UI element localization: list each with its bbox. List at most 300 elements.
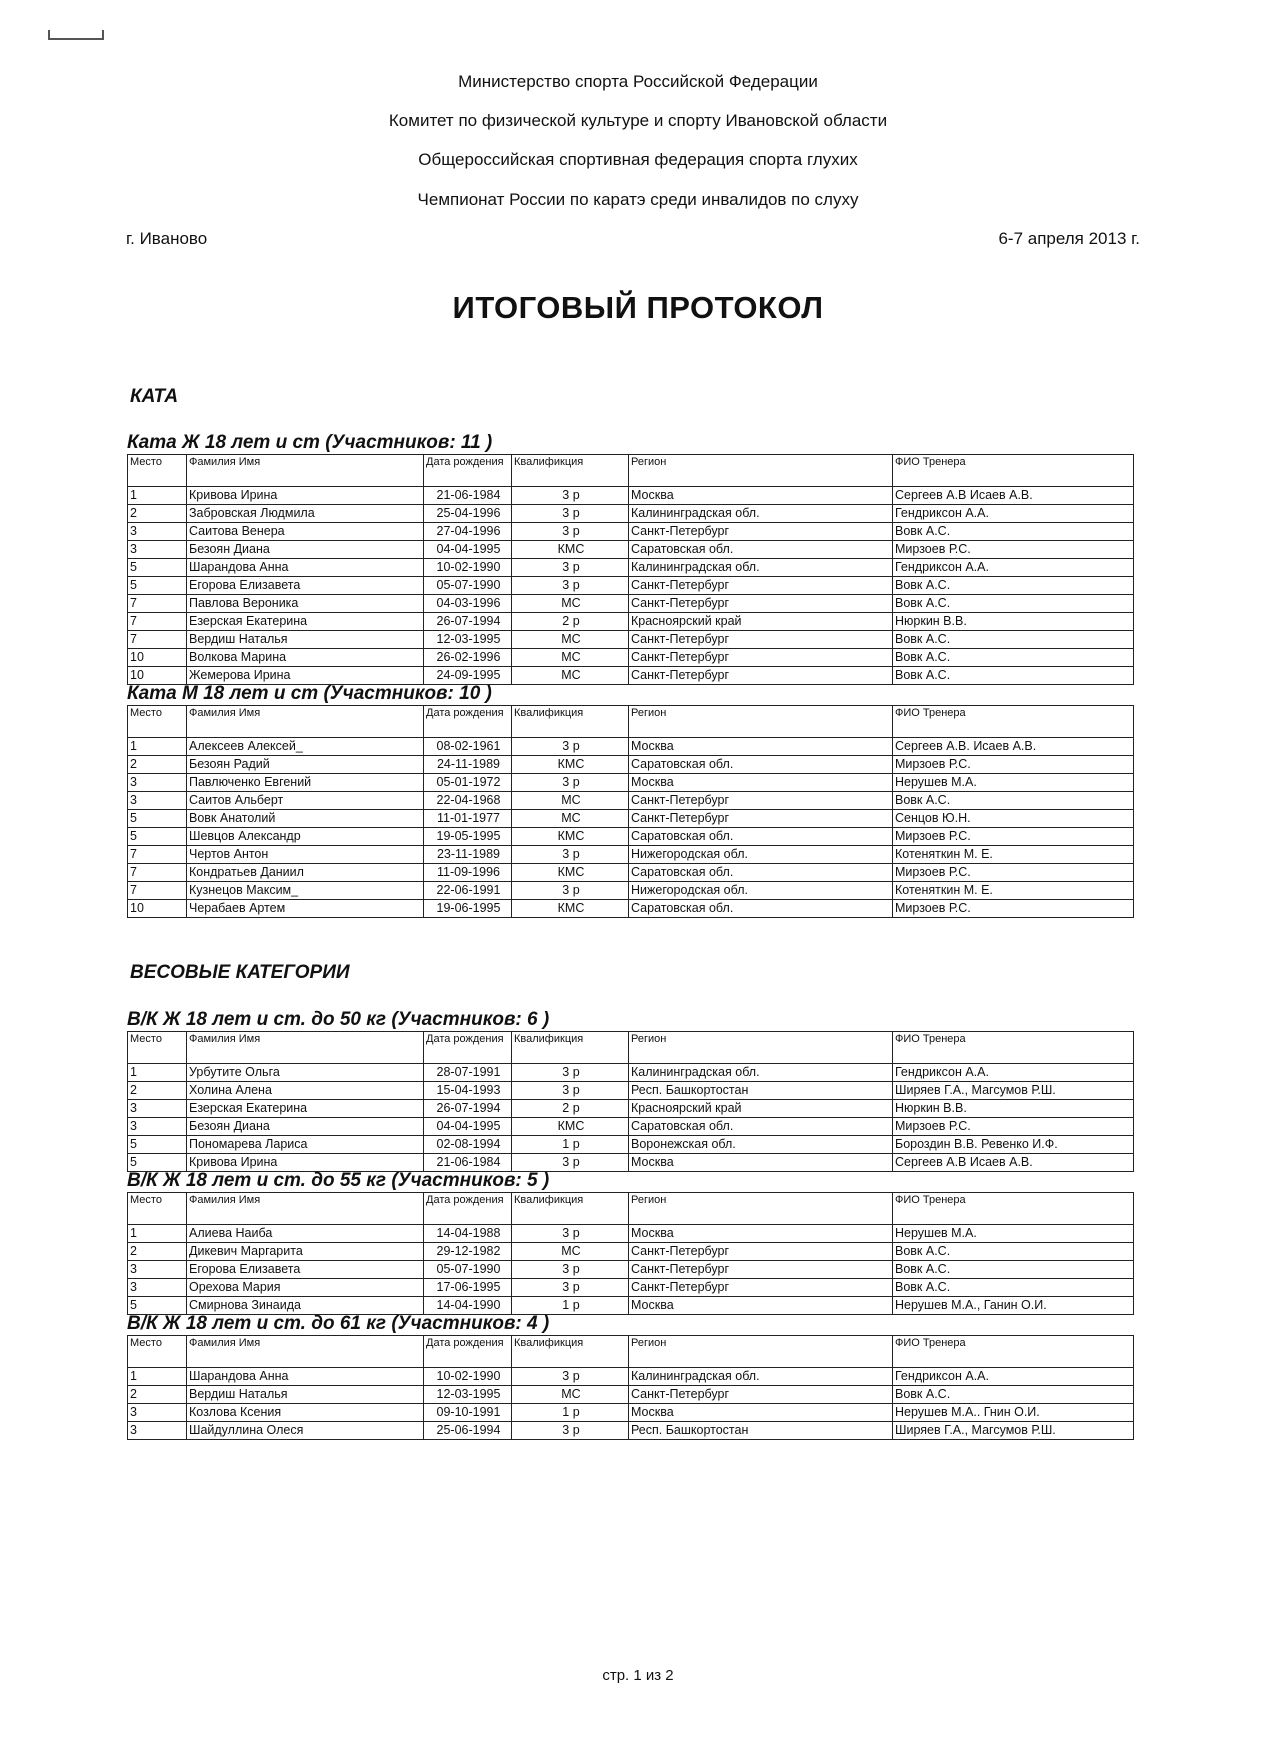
table-row	[128, 667, 1134, 685]
column-header-place: Место	[128, 1336, 187, 1368]
cell-qual: МС	[512, 810, 629, 828]
cell-birth: 24-09-1995	[424, 667, 512, 685]
cell-name: Безоян Радий	[187, 756, 424, 774]
table-row	[128, 577, 1134, 595]
cell-qual: 3 р	[512, 487, 629, 505]
cell-place: 3	[128, 1404, 187, 1422]
results-block	[127, 1170, 1133, 1315]
cell-birth: 22-06-1991	[424, 882, 512, 900]
cell-birth: 25-06-1994	[424, 1422, 512, 1440]
cell-place: 5	[128, 828, 187, 846]
cell-region: Нижегородская обл.	[629, 882, 893, 900]
cell-birth: 11-01-1977	[424, 810, 512, 828]
results-block	[127, 432, 1133, 685]
table-row	[128, 864, 1134, 882]
cell-coach: Сергеев А.В Исаев А.В.	[893, 1154, 1134, 1172]
table-row	[128, 756, 1134, 774]
cell-birth: 15-04-1993	[424, 1082, 512, 1100]
cell-place: 3	[128, 523, 187, 541]
cell-coach: Вовк А.С.	[893, 1261, 1134, 1279]
cell-name: Егорова Елизавета	[187, 577, 424, 595]
cell-region: Респ. Башкортостан	[629, 1422, 893, 1440]
header-championship: Чемпионат России по каратэ среди инвалидов по слуху	[417, 190, 859, 209]
cell-place: 3	[128, 1261, 187, 1279]
cell-qual: МС	[512, 595, 629, 613]
cell-name: Черабаев Артем	[187, 900, 424, 918]
cell-name: Павлова Вероника	[187, 595, 424, 613]
cell-qual: КМС	[512, 756, 629, 774]
column-header-coach: ФИО Тренера	[893, 1336, 1134, 1368]
cell-coach: Вовк А.С.	[893, 523, 1134, 541]
column-header-birth: Дата рождения	[424, 706, 512, 738]
cell-birth: 19-05-1995	[424, 828, 512, 846]
cell-birth: 26-02-1996	[424, 649, 512, 667]
column-header-birth: Дата рождения	[424, 1193, 512, 1225]
cell-name: Кондратьев Даниил	[187, 864, 424, 882]
cell-place: 3	[128, 1422, 187, 1440]
cell-region: Москва	[629, 774, 893, 792]
cell-birth: 14-04-1988	[424, 1225, 512, 1243]
table-row	[128, 505, 1134, 523]
column-header-name: Фамилия Имя	[187, 455, 424, 487]
table-row	[128, 1082, 1134, 1100]
cell-coach: Гендриксон А.А.	[893, 1064, 1134, 1082]
cell-region: Санкт-Петербург	[629, 667, 893, 685]
cell-region: Санкт-Петербург	[629, 1261, 893, 1279]
header-federation: Общероссийская спортивная федерация спорта глухих	[418, 150, 858, 169]
cell-qual: КМС	[512, 864, 629, 882]
cell-name: Езерская Екатерина	[187, 1100, 424, 1118]
table-row	[128, 1279, 1134, 1297]
cell-place: 5	[128, 1297, 187, 1315]
cell-qual: КМС	[512, 541, 629, 559]
cell-coach: Вовк А.С.	[893, 631, 1134, 649]
cell-qual: МС	[512, 1386, 629, 1404]
cell-birth: 08-02-1961	[424, 738, 512, 756]
cell-name: Шарандова Анна	[187, 1368, 424, 1386]
column-header-place: Место	[128, 455, 187, 487]
cell-name: Козлова Ксения	[187, 1404, 424, 1422]
table-row	[128, 738, 1134, 756]
cell-place: 3	[128, 1279, 187, 1297]
cell-name: Вердиш Наталья	[187, 1386, 424, 1404]
cell-coach: Вовк А.С.	[893, 1279, 1134, 1297]
table-row	[128, 1100, 1134, 1118]
column-header-name: Фамилия Имя	[187, 1193, 424, 1225]
cell-place: 2	[128, 756, 187, 774]
cell-qual: 3 р	[512, 1368, 629, 1386]
cell-place: 2	[128, 505, 187, 523]
results-table	[127, 1335, 1134, 1440]
cell-place: 1	[128, 1368, 187, 1386]
cell-name: Кривова Ирина	[187, 487, 424, 505]
cell-birth: 11-09-1996	[424, 864, 512, 882]
cell-birth: 25-04-1996	[424, 505, 512, 523]
cell-coach: Вовк А.С.	[893, 792, 1134, 810]
cell-qual: 1 р	[512, 1297, 629, 1315]
table-row	[128, 792, 1134, 810]
cell-region: Москва	[629, 1225, 893, 1243]
cell-birth: 10-02-1990	[424, 559, 512, 577]
header-ministry: Министерство спорта Российской Федерации	[458, 72, 818, 91]
cell-place: 1	[128, 738, 187, 756]
cell-name: Егорова Елизавета	[187, 1261, 424, 1279]
cell-coach: Мирзоев Р.С.	[893, 864, 1134, 882]
cell-name: Кузнецов Максим_	[187, 882, 424, 900]
cell-place: 3	[128, 774, 187, 792]
cell-coach: Гендриксон А.А.	[893, 1368, 1134, 1386]
cell-coach: Котеняткин М. Е.	[893, 846, 1134, 864]
column-header-qual: Квалификция	[512, 455, 629, 487]
column-header-region: Регион	[629, 706, 893, 738]
results-table	[127, 454, 1134, 685]
header-city: г. Иваново	[126, 229, 208, 248]
cell-coach: Бороздин В.В. Ревенко И.Ф.	[893, 1136, 1134, 1154]
table-row	[128, 900, 1134, 918]
table-row	[128, 649, 1134, 667]
cell-qual: КМС	[512, 900, 629, 918]
cell-qual: 3 р	[512, 1279, 629, 1297]
header-row	[128, 1032, 1134, 1064]
cell-coach: Ширяев Г.А., Магсумов Р.Ш.	[893, 1422, 1134, 1440]
cell-coach: Нерушев М.А., Ганин О.И.	[893, 1297, 1134, 1315]
cell-qual: 1 р	[512, 1136, 629, 1154]
cell-place: 7	[128, 613, 187, 631]
cell-qual: МС	[512, 631, 629, 649]
cell-coach: Нюркин В.В.	[893, 1100, 1134, 1118]
cell-name: Шевцов Александр	[187, 828, 424, 846]
cell-name: Пономарева Лариса	[187, 1136, 424, 1154]
cell-region: Калининградская обл.	[629, 505, 893, 523]
cell-region: Санкт-Петербург	[629, 1386, 893, 1404]
cell-place: 3	[128, 1118, 187, 1136]
cell-name: Безоян Диана	[187, 541, 424, 559]
cell-name: Холина Алена	[187, 1082, 424, 1100]
section-kata: КАТА	[130, 386, 179, 407]
cell-coach: Вовк А.С.	[893, 577, 1134, 595]
cell-qual: 3 р	[512, 774, 629, 792]
cell-name: Дикевич Маргарита	[187, 1243, 424, 1261]
cell-coach: Вовк А.С.	[893, 649, 1134, 667]
cell-region: Санкт-Петербург	[629, 1279, 893, 1297]
table-row	[128, 1225, 1134, 1243]
column-header-name: Фамилия Имя	[187, 706, 424, 738]
cell-coach: Вовк А.С.	[893, 1386, 1134, 1404]
table-row	[128, 631, 1134, 649]
table-row	[128, 1368, 1134, 1386]
cell-region: Санкт-Петербург	[629, 577, 893, 595]
cell-place: 7	[128, 846, 187, 864]
cell-birth: 26-07-1994	[424, 1100, 512, 1118]
cell-qual: МС	[512, 649, 629, 667]
cell-qual: 3 р	[512, 523, 629, 541]
category-title: В/К Ж 18 лет и ст. до 50 кг (Участников: 6 )	[127, 1009, 550, 1030]
header-row	[128, 706, 1134, 738]
cell-qual: 3 р	[512, 1154, 629, 1172]
cell-place: 10	[128, 667, 187, 685]
table-row	[128, 1386, 1134, 1404]
cell-name: Саитов Альберт	[187, 792, 424, 810]
cell-region: Москва	[629, 1297, 893, 1315]
cell-qual: 3 р	[512, 1422, 629, 1440]
cell-qual: КМС	[512, 1118, 629, 1136]
cell-region: Саратовская обл.	[629, 756, 893, 774]
column-header-region: Регион	[629, 1336, 893, 1368]
column-header-qual: Квалификция	[512, 1193, 629, 1225]
table-row	[128, 1422, 1134, 1440]
cell-birth: 05-01-1972	[424, 774, 512, 792]
table-row	[128, 595, 1134, 613]
cell-place: 5	[128, 1154, 187, 1172]
cell-name: Алиева Наиба	[187, 1225, 424, 1243]
cell-name: Павлюченко Евгений	[187, 774, 424, 792]
cell-region: Саратовская обл.	[629, 828, 893, 846]
cell-region: Санкт-Петербург	[629, 1243, 893, 1261]
cell-region: Саратовская обл.	[629, 541, 893, 559]
header-row	[128, 1193, 1134, 1225]
category-title: Ката М 18 лет и ст (Участников: 10 )	[127, 683, 492, 704]
cell-coach: Нерушев М.А.	[893, 1225, 1134, 1243]
cell-region: Красноярский край	[629, 1100, 893, 1118]
cell-coach: Мирзоев Р.С.	[893, 541, 1134, 559]
results-block	[127, 1009, 1133, 1172]
column-header-birth: Дата рождения	[424, 1336, 512, 1368]
cell-birth: 09-10-1991	[424, 1404, 512, 1422]
cell-region: Москва	[629, 1404, 893, 1422]
header-row	[128, 1336, 1134, 1368]
cell-birth: 02-08-1994	[424, 1136, 512, 1154]
cell-coach: Нерушев М.А.	[893, 774, 1134, 792]
cell-name: Безоян Диана	[187, 1118, 424, 1136]
category-title: Ката Ж 18 лет и ст (Участников: 11 )	[127, 432, 493, 453]
cell-region: Санкт-Петербург	[629, 649, 893, 667]
results-table	[127, 1031, 1134, 1172]
cell-coach: Сергеев А.В. Исаев А.В.	[893, 738, 1134, 756]
cell-region: Санкт-Петербург	[629, 810, 893, 828]
cell-place: 5	[128, 577, 187, 595]
cell-coach: Ширяев Г.А., Магсумов Р.Ш.	[893, 1082, 1134, 1100]
cell-place: 2	[128, 1082, 187, 1100]
cell-birth: 04-03-1996	[424, 595, 512, 613]
cell-birth: 05-07-1990	[424, 577, 512, 595]
column-header-region: Регион	[629, 1032, 893, 1064]
cell-region: Санкт-Петербург	[629, 595, 893, 613]
page-number: стр. 1 из 2	[602, 1667, 674, 1684]
cell-birth: 23-11-1989	[424, 846, 512, 864]
cell-coach: Котеняткин М. Е.	[893, 882, 1134, 900]
cell-coach: Сенцов Ю.Н.	[893, 810, 1134, 828]
column-header-coach: ФИО Тренера	[893, 1193, 1134, 1225]
cell-place: 7	[128, 882, 187, 900]
column-header-place: Место	[128, 1193, 187, 1225]
table-row	[128, 1136, 1134, 1154]
cell-qual: 3 р	[512, 505, 629, 523]
cell-coach: Мирзоев Р.С.	[893, 900, 1134, 918]
cell-name: Жемерова Ирина	[187, 667, 424, 685]
cell-coach: Сергеев А.В Исаев А.В.	[893, 487, 1134, 505]
table-row	[128, 541, 1134, 559]
column-header-birth: Дата рождения	[424, 1032, 512, 1064]
cell-place: 1	[128, 1064, 187, 1082]
table-row	[128, 828, 1134, 846]
cell-birth: 12-03-1995	[424, 1386, 512, 1404]
cell-region: Санкт-Петербург	[629, 792, 893, 810]
table-row	[128, 1261, 1134, 1279]
table-row	[128, 774, 1134, 792]
cell-region: Москва	[629, 738, 893, 756]
column-header-coach: ФИО Тренера	[893, 1032, 1134, 1064]
cell-birth: 21-06-1984	[424, 1154, 512, 1172]
cell-region: Москва	[629, 1154, 893, 1172]
cell-coach: Мирзоев Р.С.	[893, 756, 1134, 774]
cell-place: 5	[128, 810, 187, 828]
category-title: В/К Ж 18 лет и ст. до 61 кг (Участников: 4 )	[127, 1313, 550, 1334]
cell-birth: 24-11-1989	[424, 756, 512, 774]
cell-qual: 3 р	[512, 577, 629, 595]
cell-qual: 2 р	[512, 613, 629, 631]
cell-place: 2	[128, 1386, 187, 1404]
table-row	[128, 559, 1134, 577]
cell-name: Орехова Мария	[187, 1279, 424, 1297]
cell-region: Санкт-Петербург	[629, 631, 893, 649]
column-header-place: Место	[128, 706, 187, 738]
cell-qual: 3 р	[512, 738, 629, 756]
table-row	[128, 810, 1134, 828]
cell-coach: Гендриксон А.А.	[893, 559, 1134, 577]
cell-qual: 2 р	[512, 1100, 629, 1118]
cell-name: Езерская Екатерина	[187, 613, 424, 631]
cell-birth: 19-06-1995	[424, 900, 512, 918]
cell-coach: Мирзоев Р.С.	[893, 1118, 1134, 1136]
table-row	[128, 1154, 1134, 1172]
cell-birth: 04-04-1995	[424, 541, 512, 559]
column-header-region: Регион	[629, 1193, 893, 1225]
table-row	[128, 1297, 1134, 1315]
column-header-name: Фамилия Имя	[187, 1336, 424, 1368]
results-block	[127, 1313, 1133, 1440]
cell-region: Нижегородская обл.	[629, 846, 893, 864]
cell-birth: 12-03-1995	[424, 631, 512, 649]
cell-region: Санкт-Петербург	[629, 523, 893, 541]
cell-place: 2	[128, 1243, 187, 1261]
cell-coach: Гендриксон А.А.	[893, 505, 1134, 523]
cell-region: Воронежская обл.	[629, 1136, 893, 1154]
cell-place: 3	[128, 792, 187, 810]
cell-place: 1	[128, 487, 187, 505]
cell-name: Саитова Венера	[187, 523, 424, 541]
cell-name: Волкова Марина	[187, 649, 424, 667]
cell-place: 7	[128, 631, 187, 649]
cell-region: Калининградская обл.	[629, 559, 893, 577]
results-table	[127, 1192, 1134, 1315]
column-header-name: Фамилия Имя	[187, 1032, 424, 1064]
cell-birth: 26-07-1994	[424, 613, 512, 631]
cell-coach: Вовк А.С.	[893, 595, 1134, 613]
cell-birth: 22-04-1968	[424, 792, 512, 810]
header-date: 6-7 апреля 2013 г.	[998, 229, 1140, 248]
cell-qual: 3 р	[512, 1261, 629, 1279]
cell-place: 3	[128, 1100, 187, 1118]
table-row	[128, 1064, 1134, 1082]
cell-region: Красноярский край	[629, 613, 893, 631]
cell-birth: 28-07-1991	[424, 1064, 512, 1082]
cell-region: Москва	[629, 487, 893, 505]
table-row	[128, 1404, 1134, 1422]
column-header-qual: Квалификция	[512, 1032, 629, 1064]
cell-coach: Нюркин В.В.	[893, 613, 1134, 631]
cell-coach: Вовк А.С.	[893, 1243, 1134, 1261]
cell-coach: Мирзоев Р.С.	[893, 828, 1134, 846]
table-row	[128, 882, 1134, 900]
cell-region: Саратовская обл.	[629, 900, 893, 918]
cell-place: 10	[128, 900, 187, 918]
cell-place: 5	[128, 1136, 187, 1154]
cell-place: 5	[128, 559, 187, 577]
cell-qual: МС	[512, 1243, 629, 1261]
cell-name: Вовк Анатолий	[187, 810, 424, 828]
cell-qual: 3 р	[512, 846, 629, 864]
column-header-region: Регион	[629, 455, 893, 487]
cell-qual: 1 р	[512, 1404, 629, 1422]
cell-birth: 21-06-1984	[424, 487, 512, 505]
cell-place: 10	[128, 649, 187, 667]
column-header-place: Место	[128, 1032, 187, 1064]
cell-place: 1	[128, 1225, 187, 1243]
column-header-coach: ФИО Тренера	[893, 455, 1134, 487]
cell-name: Чертов Антон	[187, 846, 424, 864]
cell-region: Калининградская обл.	[629, 1064, 893, 1082]
cell-coach: Нерушев М.А.. Гнин О.И.	[893, 1404, 1134, 1422]
cell-qual: 3 р	[512, 1225, 629, 1243]
cell-birth: 29-12-1982	[424, 1243, 512, 1261]
cell-qual: МС	[512, 667, 629, 685]
cell-birth: 04-04-1995	[424, 1118, 512, 1136]
cell-name: Смирнова Зинаида	[187, 1297, 424, 1315]
cell-qual: МС	[512, 792, 629, 810]
cell-region: Саратовская обл.	[629, 864, 893, 882]
page-title: ИТОГОВЫЙ ПРОТОКОЛ	[452, 290, 824, 325]
table-row	[128, 846, 1134, 864]
section-weight-categories: ВЕСОВЫЕ КАТЕГОРИИ	[130, 962, 350, 983]
cell-birth: 17-06-1995	[424, 1279, 512, 1297]
results-table	[127, 705, 1134, 918]
category-title: В/К Ж 18 лет и ст. до 55 кг (Участников: 5 )	[127, 1170, 550, 1191]
table-row	[128, 1118, 1134, 1136]
cell-qual: 3 р	[512, 882, 629, 900]
header-row	[128, 455, 1134, 487]
column-header-qual: Квалификция	[512, 706, 629, 738]
cell-place: 3	[128, 541, 187, 559]
header-committee: Комитет по физической культуре и спорту Ивановской области	[388, 111, 888, 130]
cell-coach: Вовк А.С.	[893, 667, 1134, 685]
cell-region: Калининградская обл.	[629, 1368, 893, 1386]
table-row	[128, 523, 1134, 541]
cell-place: 7	[128, 595, 187, 613]
table-row	[128, 613, 1134, 631]
cell-birth: 27-04-1996	[424, 523, 512, 541]
cell-name: Кривова Ирина	[187, 1154, 424, 1172]
table-row	[128, 1243, 1134, 1261]
column-header-qual: Квалификция	[512, 1336, 629, 1368]
cell-name: Урбутите Ольга	[187, 1064, 424, 1082]
cell-name: Вердиш Наталья	[187, 631, 424, 649]
cell-place: 7	[128, 864, 187, 882]
cell-name: Алексеев Алексей_	[187, 738, 424, 756]
column-header-birth: Дата рождения	[424, 455, 512, 487]
table-row	[128, 487, 1134, 505]
cell-birth: 14-04-1990	[424, 1297, 512, 1315]
cell-name: Забровская Людмила	[187, 505, 424, 523]
